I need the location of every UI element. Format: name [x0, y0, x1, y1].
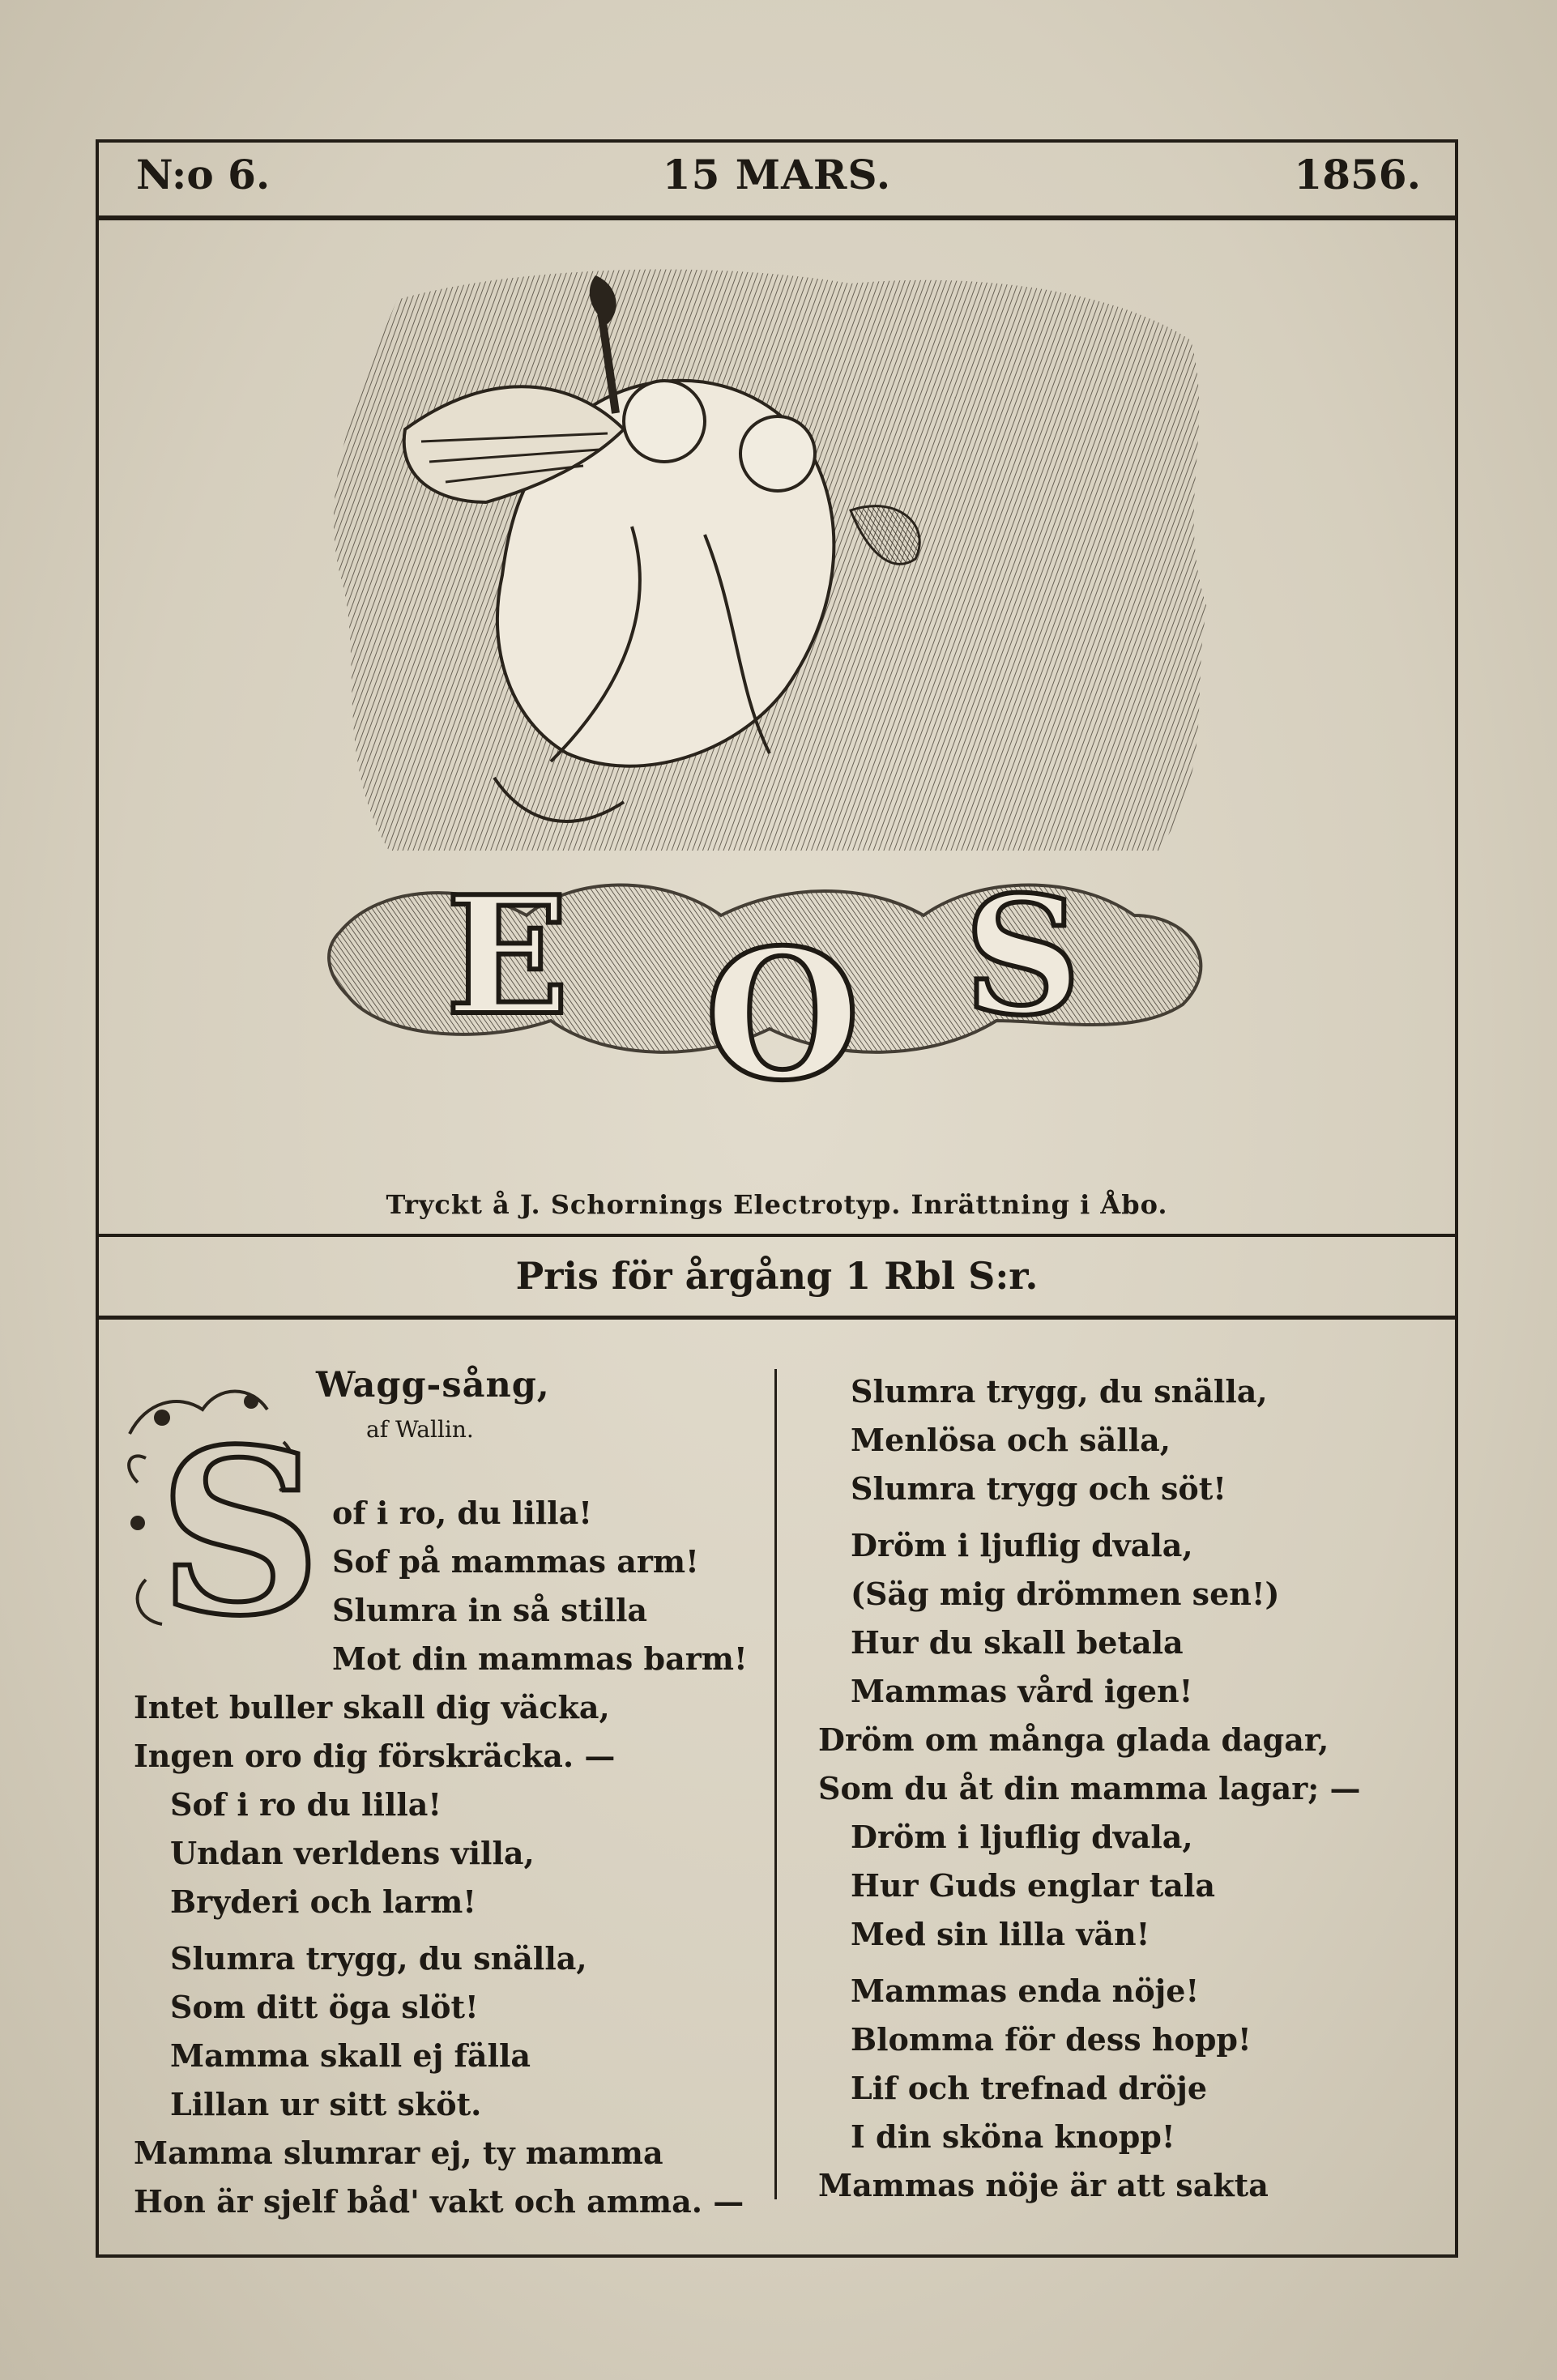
right-line: Slumra trygg och söt!: [851, 1470, 1226, 1507]
right-line: Dröm i ljuflig dvala,: [851, 1527, 1193, 1563]
divider-rule: [96, 1316, 1458, 1320]
left-line: Lillan ur sitt sköt.: [170, 2086, 482, 2122]
right-line: Hur Guds englar tala: [851, 1867, 1215, 1904]
drop-cap-ornament: [113, 1369, 316, 1653]
right-line: Mammas enda nöje!: [851, 1973, 1200, 2009]
left-line: Mot din mammas barm!: [332, 1640, 748, 1677]
issue-number: N:o 6.: [136, 151, 271, 198]
divider-rule: [96, 1234, 1458, 1237]
right-line: Mammas vård igen!: [851, 1673, 1193, 1709]
issue-year: 1856.: [1294, 151, 1421, 198]
left-line: Sof på mammas arm!: [332, 1543, 699, 1580]
printer-line: Tryckt å J. Schornings Electrotyp. Inrättning i Åbo.: [386, 1189, 1168, 1220]
left-line: Undan verldens villa,: [170, 1835, 535, 1871]
left-line: Hon är sjelf båd' vakt och amma. —: [134, 2183, 744, 2220]
left-line: Intet buller skall dig väcka,: [134, 1689, 610, 1725]
drop-cap-letter: S: [158, 1400, 316, 1653]
right-line: Slumra trygg, du snälla,: [851, 1373, 1268, 1410]
left-line: of i ro, du lilla!: [332, 1495, 592, 1531]
left-line: Sof i ro du lilla!: [170, 1786, 442, 1823]
left-line: Bryderi och larm!: [170, 1883, 476, 1920]
right-line: Hur du skall betala: [851, 1624, 1184, 1661]
right-line: Dröm om många glada dagar,: [818, 1721, 1329, 1758]
page-header: [96, 146, 1458, 220]
masthead-letter-s: S: [964, 861, 1081, 1051]
right-line: Som du åt din mamma lagar; —: [818, 1770, 1361, 1806]
left-line: Mamma skall ej fälla: [170, 2037, 531, 2074]
masthead-illustration: [284, 267, 1256, 1142]
poem-author: af Wallin.: [366, 1416, 474, 1443]
right-line: Lif och trefnad dröje: [851, 2070, 1208, 2106]
right-line: Menlösa och sälla,: [851, 1422, 1171, 1458]
masthead-letter-o: O: [705, 910, 860, 1120]
right-line: I din sköna knopp!: [851, 2118, 1175, 2155]
right-line: Dröm i ljuflig dvala,: [851, 1819, 1193, 1855]
left-line: Som ditt öga slöt!: [170, 1989, 479, 2025]
right-line: Blomma för dess hopp!: [851, 2021, 1252, 2058]
poem-title: Wagg-sång,: [316, 1365, 550, 1405]
issue-date: 15 MARS.: [662, 151, 892, 198]
right-line: (Säg mig drömmen sen!): [851, 1576, 1280, 1612]
column-divider: [774, 1369, 777, 2199]
right-line: Med sin lilla vän!: [851, 1916, 1150, 1952]
left-line: Slumra trygg, du snälla,: [170, 1940, 587, 1977]
masthead-letter-e: E: [446, 861, 569, 1051]
left-line: Slumra in så stilla: [332, 1592, 647, 1628]
right-line: Mammas nöje är att sakta: [818, 2167, 1269, 2203]
price-line: Pris för årgång 1 Rbl S:r.: [515, 1254, 1039, 1298]
left-line: Ingen oro dig förskräcka. —: [134, 1738, 616, 1774]
left-line: Mamma slumrar ej, ty mamma: [134, 2135, 663, 2171]
